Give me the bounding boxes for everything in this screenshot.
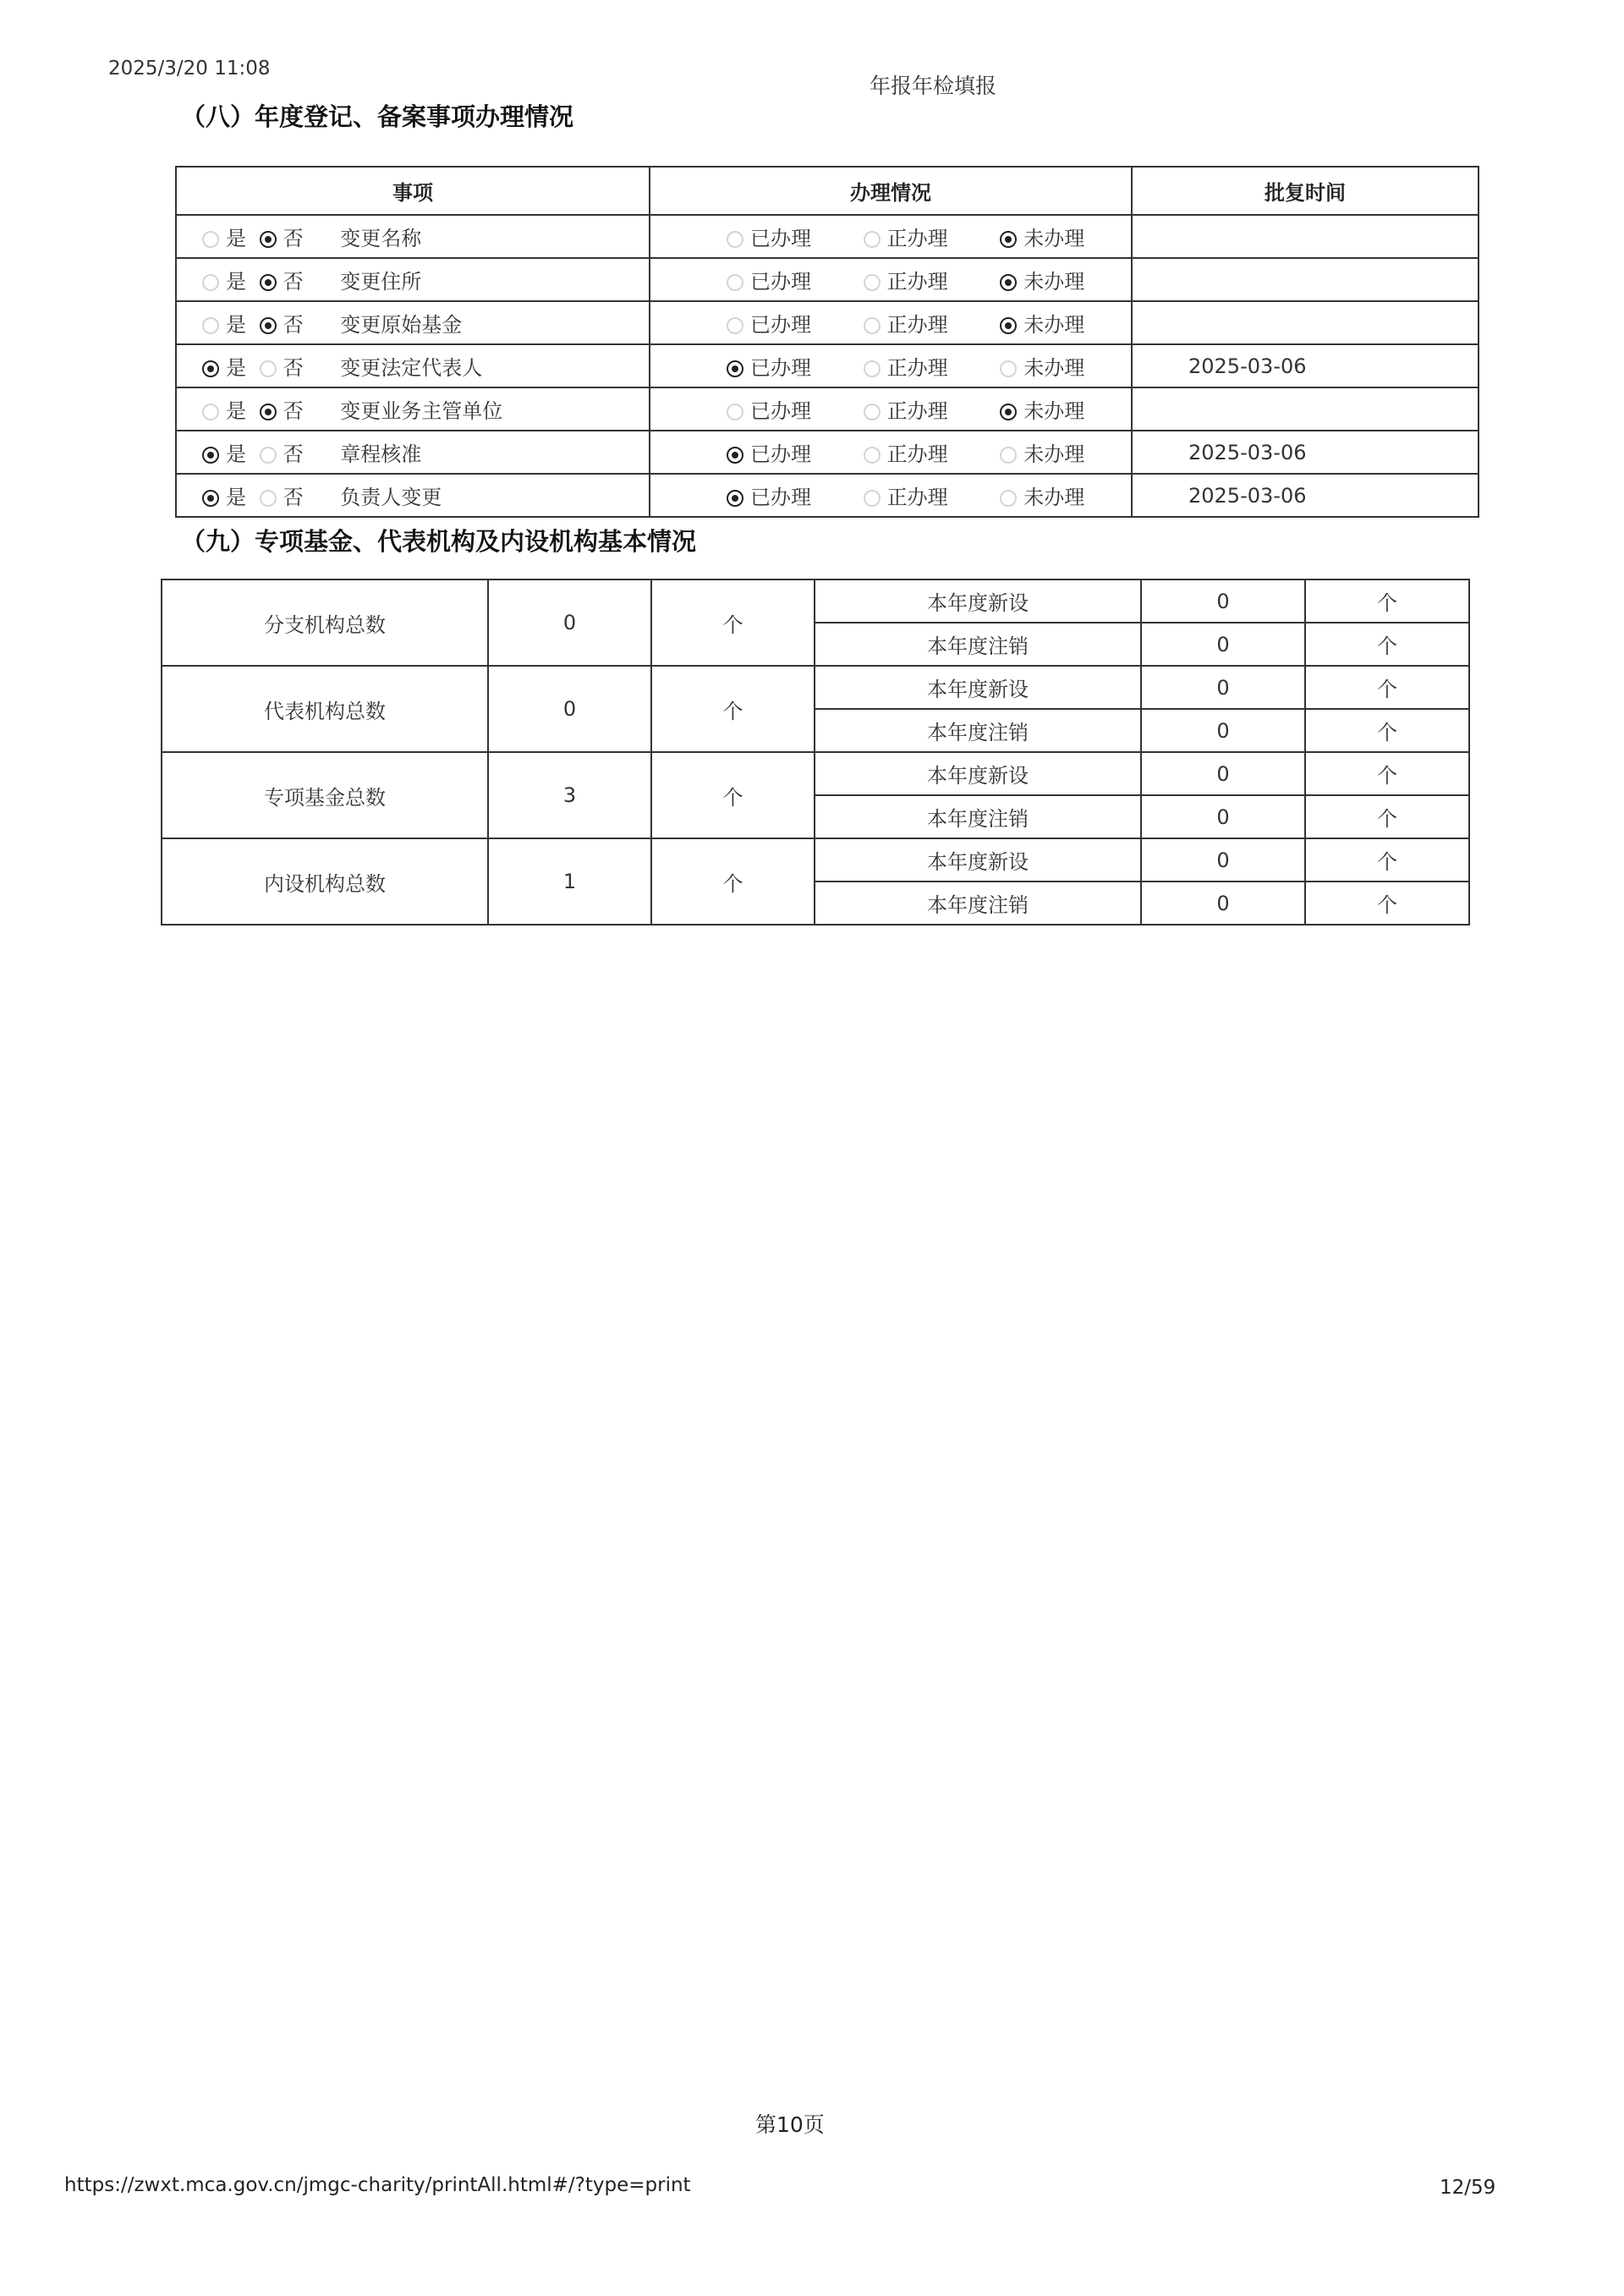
item-cell — [176, 431, 650, 474]
no-radio[interactable] — [260, 317, 277, 334]
yes-label: 是 — [226, 442, 246, 466]
status-radio[interactable] — [1000, 231, 1017, 248]
status-radio[interactable] — [1000, 274, 1017, 291]
col-header-item: 事项 — [176, 167, 650, 215]
no-label: 否 — [283, 486, 304, 509]
no-option[interactable] — [260, 222, 304, 251]
item-cell — [176, 301, 650, 344]
status-radio[interactable] — [727, 447, 743, 464]
item-name: 负责人变更 — [340, 486, 442, 509]
status-option-label: 未办理 — [1023, 399, 1085, 423]
no-label: 否 — [283, 399, 304, 423]
yes-option[interactable] — [202, 222, 246, 251]
approval-date: 2025-03-06 — [1132, 431, 1479, 474]
status-radio[interactable] — [727, 274, 743, 291]
yes-option[interactable] — [202, 308, 246, 338]
table-row — [176, 258, 1479, 301]
status-radio[interactable] — [1000, 447, 1017, 464]
item-name: 变更法定代表人 — [340, 356, 483, 380]
status-option[interactable] — [727, 308, 811, 338]
status-option[interactable] — [1000, 351, 1084, 381]
status-option[interactable] — [727, 351, 811, 381]
yes-label: 是 — [226, 270, 246, 294]
cancel-label: 本年度注销 — [815, 709, 1141, 752]
section8-title: （八）年度登记、备案事项办理情况 — [181, 102, 574, 131]
table-row — [162, 579, 1469, 623]
status-radio[interactable] — [864, 490, 881, 507]
table-row — [176, 387, 1479, 431]
unit-label: 个 — [651, 838, 815, 925]
yes-radio[interactable] — [202, 447, 219, 464]
group-name: 分支机构总数 — [162, 579, 488, 666]
no-label: 否 — [283, 313, 304, 337]
status-radio[interactable] — [864, 231, 881, 248]
status-option-label: 已办理 — [750, 227, 811, 250]
status-option[interactable] — [727, 437, 811, 467]
item-cell — [176, 474, 650, 517]
unit-label: 个 — [1305, 666, 1469, 709]
unit-label: 个 — [1305, 709, 1469, 752]
cancel-label: 本年度注销 — [815, 795, 1141, 838]
no-radio[interactable] — [260, 274, 277, 291]
unit-label: 个 — [651, 752, 815, 838]
status-option-label: 正办理 — [886, 227, 948, 250]
status-option-label: 未办理 — [1023, 356, 1085, 380]
no-label: 否 — [283, 356, 304, 380]
yes-option[interactable] — [202, 481, 246, 510]
status-option[interactable] — [1000, 394, 1084, 424]
unit-label: 个 — [651, 666, 815, 752]
item-name: 章程核准 — [340, 442, 422, 466]
status-option-label: 正办理 — [886, 313, 948, 337]
status-option[interactable] — [727, 394, 811, 424]
status-option-label: 正办理 — [886, 442, 948, 466]
no-option[interactable] — [260, 351, 304, 381]
status-cell — [650, 474, 1132, 517]
cancel-count: 0 — [1141, 623, 1305, 666]
item-name: 变更住所 — [340, 270, 422, 294]
yes-label: 是 — [226, 227, 246, 250]
table-row — [176, 215, 1479, 258]
no-label: 否 — [283, 227, 304, 250]
no-label: 否 — [283, 270, 304, 294]
status-radio[interactable] — [864, 360, 881, 377]
unit-label: 个 — [1305, 795, 1469, 838]
page-number-label: 第10页 — [755, 2112, 825, 2137]
yes-radio[interactable] — [202, 231, 219, 248]
status-radio[interactable] — [727, 490, 743, 507]
new-count: 0 — [1141, 752, 1305, 795]
item-cell — [176, 258, 650, 301]
status-option[interactable] — [1000, 265, 1084, 294]
cancel-count: 0 — [1141, 882, 1305, 925]
yes-label: 是 — [226, 313, 246, 337]
col-header-date: 批复时间 — [1132, 167, 1479, 215]
new-count: 0 — [1141, 666, 1305, 709]
group-total: 3 — [488, 752, 651, 838]
status-cell — [650, 387, 1132, 431]
yes-radio[interactable] — [202, 490, 219, 507]
status-radio[interactable] — [1000, 360, 1017, 377]
unit-label: 个 — [651, 579, 815, 666]
status-option[interactable] — [864, 481, 948, 510]
new-label: 本年度新设 — [815, 666, 1141, 709]
no-radio[interactable] — [260, 490, 277, 507]
status-option[interactable] — [727, 222, 811, 251]
status-cell — [650, 215, 1132, 258]
no-option[interactable] — [260, 308, 304, 338]
item-cell — [176, 215, 650, 258]
group-total: 0 — [488, 666, 651, 752]
status-option-label: 未办理 — [1023, 227, 1085, 250]
page-header-title: 年报年检填报 — [870, 74, 997, 98]
status-option[interactable] — [864, 308, 948, 338]
cancel-count: 0 — [1141, 795, 1305, 838]
status-radio[interactable] — [1000, 490, 1017, 507]
status-option-label: 已办理 — [750, 356, 811, 380]
print-datetime: 2025/3/20 11:08 — [108, 58, 271, 80]
unit-label: 个 — [1305, 882, 1469, 925]
approval-date — [1132, 215, 1479, 258]
new-label: 本年度新设 — [815, 838, 1141, 882]
no-radio[interactable] — [260, 360, 277, 377]
status-option-label: 已办理 — [750, 399, 811, 423]
group-name: 内设机构总数 — [162, 838, 488, 925]
group-total: 1 — [488, 838, 651, 925]
status-cell — [650, 301, 1132, 344]
yes-radio[interactable] — [202, 404, 219, 420]
cancel-count: 0 — [1141, 709, 1305, 752]
yes-radio[interactable] — [202, 317, 219, 334]
status-option[interactable] — [864, 351, 948, 381]
status-radio[interactable] — [727, 404, 743, 420]
no-option[interactable] — [260, 481, 304, 510]
approval-date — [1132, 258, 1479, 301]
item-cell — [176, 387, 650, 431]
status-option-label: 正办理 — [886, 399, 948, 423]
table-header-row — [176, 167, 1479, 215]
approval-date: 2025-03-06 — [1132, 474, 1479, 517]
status-cell — [650, 258, 1132, 301]
unit-label: 个 — [1305, 623, 1469, 666]
status-option-label: 未办理 — [1023, 270, 1085, 294]
status-option[interactable] — [1000, 222, 1084, 251]
item-cell — [176, 344, 650, 387]
no-radio[interactable] — [260, 231, 277, 248]
table-row — [162, 752, 1469, 795]
status-radio[interactable] — [1000, 404, 1017, 420]
print-url: https://zwxt.mca.gov.cn/jmgc-charity/printAll.html#/?type=print — [64, 2174, 691, 2196]
status-radio[interactable] — [864, 404, 881, 420]
group-name: 专项基金总数 — [162, 752, 488, 838]
new-count: 0 — [1141, 838, 1305, 882]
yes-radio[interactable] — [202, 274, 219, 291]
table-row — [176, 344, 1479, 387]
item-name: 变更名称 — [340, 227, 422, 250]
yes-option[interactable] — [202, 351, 246, 381]
status-option[interactable] — [864, 437, 948, 467]
cancel-label: 本年度注销 — [815, 882, 1141, 925]
no-label: 否 — [283, 442, 304, 466]
no-radio[interactable] — [260, 447, 277, 464]
yes-radio[interactable] — [202, 360, 219, 377]
status-option[interactable] — [727, 265, 811, 294]
table-row — [162, 838, 1469, 882]
approval-date — [1132, 387, 1479, 431]
yes-label: 是 — [226, 399, 246, 423]
section9-title: （九）专项基金、代表机构及内设机构基本情况 — [181, 527, 697, 556]
new-label: 本年度新设 — [815, 579, 1141, 623]
new-count: 0 — [1141, 579, 1305, 623]
status-option-label: 已办理 — [750, 313, 811, 337]
yes-label: 是 — [226, 356, 246, 380]
status-option[interactable] — [1000, 437, 1084, 467]
status-radio[interactable] — [864, 317, 881, 334]
status-option[interactable] — [727, 481, 811, 510]
status-option-label: 未办理 — [1023, 486, 1085, 509]
status-option-label: 已办理 — [750, 486, 811, 509]
yes-option[interactable] — [202, 265, 246, 294]
status-radio[interactable] — [727, 360, 743, 377]
status-option-label: 已办理 — [750, 442, 811, 466]
status-radio[interactable] — [727, 231, 743, 248]
status-option-label: 正办理 — [886, 270, 948, 294]
status-radio[interactable] — [864, 447, 881, 464]
registration-items-table — [175, 166, 1479, 518]
print-page-count: 12/59 — [1440, 2177, 1496, 2199]
status-option[interactable] — [864, 265, 948, 294]
unit-label: 个 — [1305, 579, 1469, 623]
status-option[interactable] — [1000, 308, 1084, 338]
yes-option[interactable] — [202, 437, 246, 467]
table-row — [176, 431, 1479, 474]
status-option[interactable] — [1000, 481, 1084, 510]
group-name: 代表机构总数 — [162, 666, 488, 752]
no-option[interactable] — [260, 437, 304, 467]
item-name: 变更业务主管单位 — [340, 399, 503, 423]
group-total: 0 — [488, 579, 651, 666]
no-option[interactable] — [260, 265, 304, 294]
status-option-label: 未办理 — [1023, 313, 1085, 337]
status-radio[interactable] — [727, 317, 743, 334]
status-radio[interactable] — [864, 274, 881, 291]
table-row — [176, 474, 1479, 517]
status-radio[interactable] — [1000, 317, 1017, 334]
status-cell — [650, 344, 1132, 387]
status-option[interactable] — [864, 222, 948, 251]
status-option-label: 未办理 — [1023, 442, 1085, 466]
status-option-label: 已办理 — [750, 270, 811, 294]
unit-label: 个 — [1305, 752, 1469, 795]
new-label: 本年度新设 — [815, 752, 1141, 795]
unit-label: 个 — [1305, 838, 1469, 882]
no-radio[interactable] — [260, 404, 277, 420]
yes-option[interactable] — [202, 394, 246, 424]
approval-date: 2025-03-06 — [1132, 344, 1479, 387]
yes-label: 是 — [226, 486, 246, 509]
table-row — [176, 301, 1479, 344]
no-option[interactable] — [260, 394, 304, 424]
institutions-table — [161, 579, 1470, 926]
status-cell — [650, 431, 1132, 474]
cancel-label: 本年度注销 — [815, 623, 1141, 666]
status-option-label: 正办理 — [886, 356, 948, 380]
status-option[interactable] — [864, 394, 948, 424]
approval-date — [1132, 301, 1479, 344]
col-header-status: 办理情况 — [650, 167, 1132, 215]
table-row — [162, 666, 1469, 709]
item-name: 变更原始基金 — [340, 313, 463, 337]
status-option-label: 正办理 — [886, 486, 948, 509]
